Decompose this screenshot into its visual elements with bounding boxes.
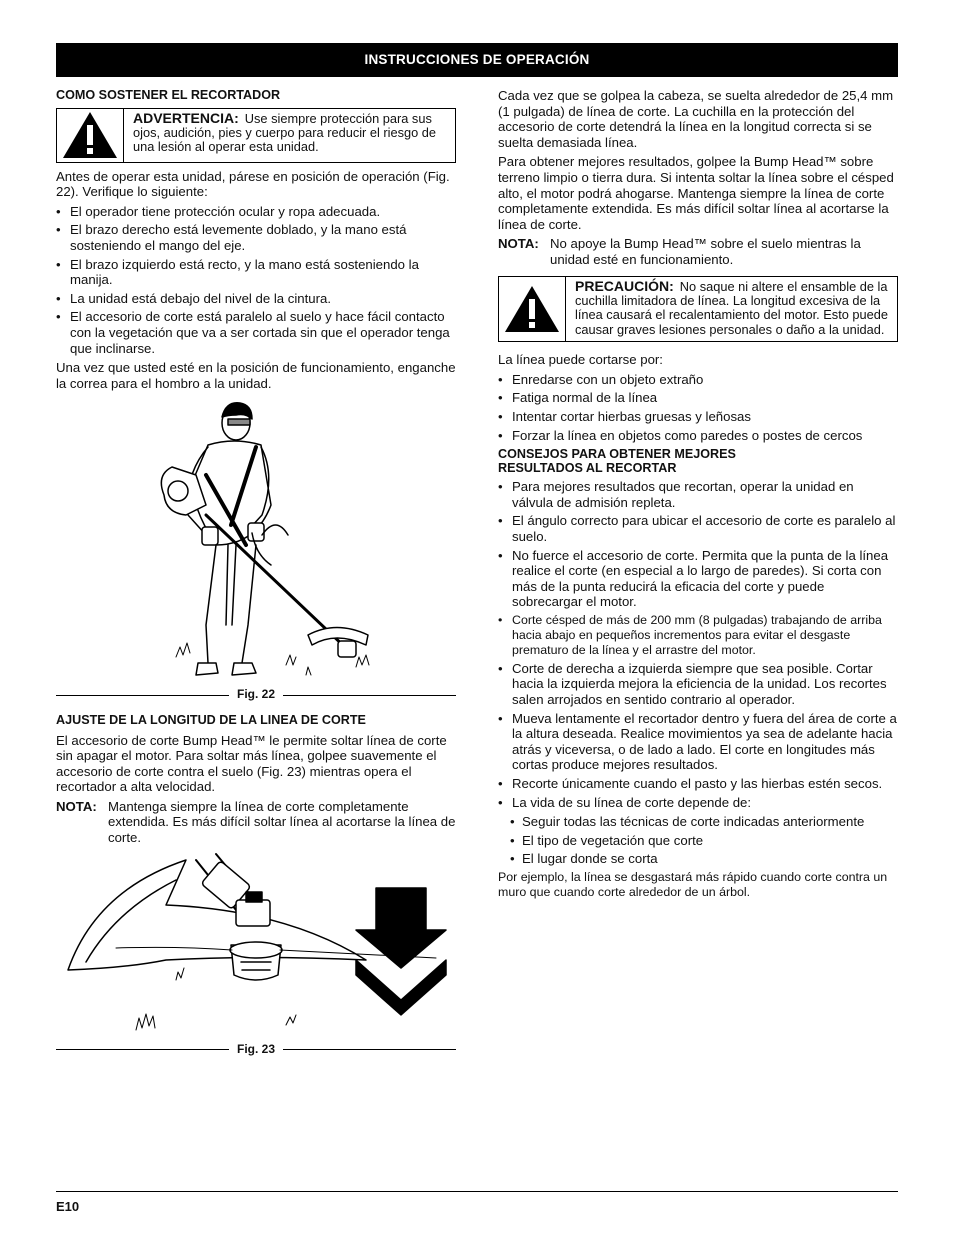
position-checklist xyxy=(56,204,456,356)
list-item: • La unidad está debajo del nivel de la cintura. xyxy=(56,291,456,307)
line-release-paragraph: Cada vez que se golpea la cabeza, se suelta alrededor de 25,4 mm (1 pulgada) de línea de corte. La cuchilla en la protección del accesorio de corte detendrá la línea en la longitud correcta si se suelta demasiada línea. xyxy=(498,88,894,150)
caution-box xyxy=(498,276,898,343)
line-break-causes xyxy=(498,372,898,443)
list-item: • Corte césped de más de 200 mm (8 pulgadas) trabajando de arriba hacia abajo en pequeños incrementos para evitar el desgaste prematuro de la línea y el arrastre del motor. xyxy=(498,613,898,658)
warning-text: Use siempre protección para sus ojos, audición, pies y cuerpo para reducir el riesgo de una lesión al operar esta unidad. xyxy=(133,110,437,155)
line-break-intro: La línea puede cortarse por: xyxy=(498,352,663,368)
strap-instruction: Una vez que usted esté en la posición de funcionamiento, enganche la correa para el hombro a la unidad. xyxy=(56,360,456,391)
figure-23-bump-head-illustration xyxy=(56,850,456,1040)
right-column xyxy=(498,88,898,904)
list-item: • El tipo de vegetación que corte xyxy=(508,833,898,849)
list-item: • Seguir todas las técnicas de corte indicadas anteriormente xyxy=(508,814,898,830)
list-item: • La vida de su línea de corte depende de: xyxy=(498,795,898,811)
list-item: • Enredarse con un objeto extraño xyxy=(498,372,898,388)
list-item: • Recorte únicamente cuando el pasto y las hierbas estén secos. xyxy=(498,776,898,792)
section-title-tips xyxy=(498,447,898,475)
note-label: NOTA: xyxy=(498,236,539,252)
section-header-bar xyxy=(56,43,898,77)
list-item: • El operador tiene protección ocular y ropa adecuada. xyxy=(56,204,456,220)
tips-title-line-2: RESULTADOS AL RECORTAR xyxy=(498,461,677,476)
list-item: • Mueva lentamente el recortador dentro y fuera del área de corte a la altura deseada. Realice movimientos ya sea de adelante hacia atrás y viceversa, o de lado a lado. El corte en longitudes más cortas produce mejores resultados. xyxy=(498,711,898,773)
list-item: • El brazo derecho está levemente doblado, y la mano está sosteniendo el mango del eje. xyxy=(56,222,456,253)
operating-position-intro: Antes de operar esta unidad, párese en posición de operación (Fig. 22). Verifique lo siguiente: xyxy=(56,168,450,200)
caution-icon xyxy=(499,277,566,342)
list-item: • Para mejores resultados que recortan, operar la unidad en válvula de admisión repleta. xyxy=(498,479,898,510)
page-number: E10 xyxy=(56,1199,80,1214)
note-bump-head xyxy=(498,236,898,267)
note-line-extended xyxy=(56,799,456,846)
warning-box xyxy=(56,108,456,163)
list-item: • No fuerce el accesorio de corte. Permita que la punta de la línea realice el corte (en especial a lo largo de paredes). Si corta con más de la punta reducirá la eficacia del corte y puede sobrecargar el motor. xyxy=(498,548,898,610)
trimming-tips xyxy=(498,479,898,810)
list-item: • Fatiga normal de la línea xyxy=(498,390,898,406)
section-title-line-length: AJUSTE DE LA LONGITUD DE LA LINEA DE CORTE xyxy=(56,712,366,727)
caution-text: No saque ni altere el ensamble de la cuchilla limitadora de línea. La longitud excesiva de la línea causará el recalentamiento del motor. Esto puede causar graves lesiones personales o daño a la unidad. xyxy=(575,278,889,337)
bump-head-description: El accesorio de corte Bump Head™ le permite soltar línea de corte sin apagar el motor. Para soltar más línea, golpee suavemente el accesorio de corte contra el suelo (Fig. 23) mientras opera el recortador a alta velocidad. xyxy=(56,732,447,795)
section-title-holding: COMO SOSTENER EL RECORTADOR xyxy=(56,88,281,102)
final-example: Por ejemplo, la línea se desgastará más rápido cuando corte contra un muro que cuando corte alrededor de un árbol. xyxy=(498,870,888,899)
left-column xyxy=(56,88,456,1067)
list-item: • Corte de derecha a izquierda siempre que sea posible. Cortar hacia la izquierda mejora la eficiencia de la unidad. Los recortes salen arrojados en sentido contrario al operador. xyxy=(498,661,898,708)
warning-icon xyxy=(57,109,124,162)
list-item: • Forzar la línea en objetos como paredes o postes de cercos xyxy=(498,428,898,444)
figure-23-caption xyxy=(56,1042,456,1058)
tips-title-line-1: CONSEJOS PARA OBTENER MEJORES xyxy=(498,447,736,462)
note-text: Mantenga siempre la línea de corte completamente extendida. Es más difícil soltar línea al acortarse la línea de corte. xyxy=(108,798,456,846)
note-text: No apoye la Bump Head™ sobre el suelo mientras la unidad esté en funcionamiento. xyxy=(550,236,861,267)
list-item: • Intentar cortar hierbas gruesas y leñosas xyxy=(498,409,898,425)
figure-22-label: Fig. 22 xyxy=(237,687,276,702)
list-item: • El ángulo correcto para ubicar el accesorio de corte es paralelo al suelo. xyxy=(498,513,898,544)
section-header-title: INSTRUCCIONES DE OPERACIÓN xyxy=(364,52,590,68)
warning-label: ADVERTENCIA: xyxy=(133,109,239,126)
footer-divider xyxy=(56,1191,898,1192)
line-life-factors xyxy=(498,814,898,867)
figure-22-operator-illustration xyxy=(56,395,456,685)
figure-23-label: Fig. 23 xyxy=(237,1041,276,1056)
list-item: • El brazo izquierdo está recto, y la mano está sosteniendo la manija. xyxy=(56,257,456,288)
figure-22-caption xyxy=(56,687,456,703)
note-label: NOTA: xyxy=(56,798,97,814)
caution-label: PRECAUCIÓN: xyxy=(575,277,674,294)
list-item: • El accesorio de corte está paralelo al suelo y hace fácil contacto con la vegetación que va a ser cortada sin que el operador tenga que inclinarse. xyxy=(56,309,456,356)
best-results-paragraph: Para obtener mejores resultados, golpee la Bump Head™ sobre terreno limpio o tierra dura. Si intenta soltar la línea sobre el césped alto, el motor podrá ahogarse. Mantenga siempre la línea de corte completamente extendida. Es más difícil soltar línea al acortarse la línea de corte. xyxy=(498,154,894,232)
list-item: • El lugar donde se corta xyxy=(508,851,898,867)
